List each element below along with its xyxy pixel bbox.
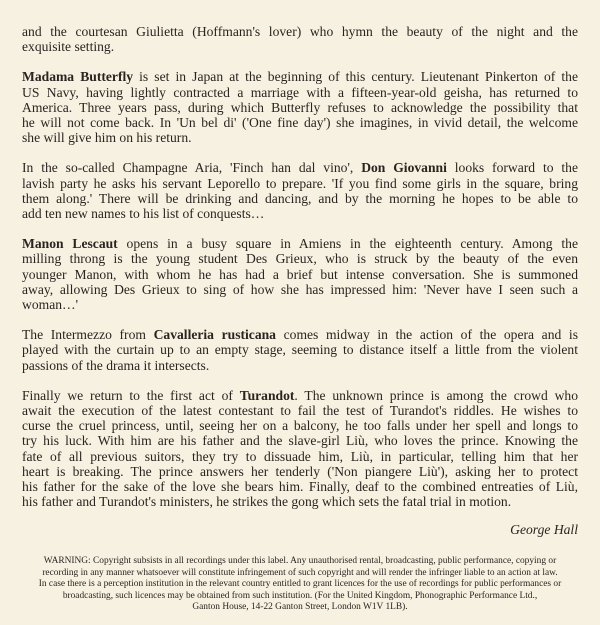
- text-line: [22, 115, 578, 130]
- text-run: away, allowing Des Grieux to sing of how she has impressed him: 'Never have I seen such a: [22, 281, 578, 297]
- text-run: try his luck. With him are his father and the slave-girl Liù, who loves the prince. Knowing the: [22, 433, 578, 449]
- text-run: The Intermezzo from: [22, 327, 154, 343]
- text-run: curse the cruel princess, until, seeing her on a balcony, he too falls under her spell and longs to: [22, 418, 578, 434]
- opera-title: Don Giovanni: [361, 160, 447, 176]
- text-run: woman…': [22, 297, 79, 313]
- text-line: [22, 449, 578, 464]
- warning-line: WARNING: Copyright subsists in all recordings under this label. Any unauthorised rental, broadcasting, public performance, copying or: [43, 556, 557, 566]
- text-line: [22, 342, 578, 357]
- opera-title: Turandot: [239, 387, 295, 403]
- text-run: add ten new names to his list of conquests…: [22, 206, 265, 222]
- text-line: [22, 85, 578, 100]
- text-run: his father for the sake of the love she bears him. Finally, deaf to the combined entreaties of Liù,: [22, 479, 578, 495]
- text-line: [22, 100, 578, 115]
- text-line: [22, 433, 578, 448]
- text-line: [22, 191, 578, 206]
- text-line: [22, 206, 578, 221]
- text-run: opens in a busy square in Amiens in the eighteenth century. Among the: [117, 236, 578, 252]
- text-run: he will not come back. In 'Un bel di' ('One fine day') she imagines, in vivid detail, the welcome: [22, 115, 578, 131]
- text-line: [22, 494, 578, 509]
- text-line: [22, 130, 578, 145]
- paragraph: [22, 327, 578, 373]
- text-run: and the courtesan Giulietta (Hoffmann's lover) who hymn the beauty of the night and the: [22, 24, 578, 39]
- text-run: played with the curtain up to an empty stage, seeming to distance itself a little from the violent: [22, 342, 578, 358]
- text-run: is set in Japan at the beginning of this century. Lieutenant Pinkerton of the: [133, 69, 578, 85]
- text-line: [22, 236, 578, 251]
- paragraph: [22, 236, 578, 312]
- text-run: looks forward to the: [446, 160, 578, 176]
- text-run: await the execution of the latest contestant to fail the test of Turandot's riddles. He wishes to: [22, 403, 578, 419]
- opera-title: Madama Butterfly: [22, 69, 134, 85]
- text-run: younger Manon, with whom he has had a brief but intense conversation. She is summoned: [22, 266, 578, 282]
- text-line: [22, 251, 578, 266]
- text-line: [22, 282, 578, 297]
- text-run: US Navy, having lightly contracted a marriage with a fifteen-year-old geisha, has returned to: [22, 84, 578, 100]
- warning-line: In case there is a perception institution in the relevant country entitled to grant licences for the use of recordings for public performances or: [38, 579, 562, 590]
- text-run: In the so-called Champagne Aria, 'Finch han dal vino',: [22, 160, 362, 176]
- text-line: [22, 418, 578, 433]
- text-line: [22, 358, 578, 373]
- text-run: milling throng is the young student Des Grieux, who is struck by the beauty of the even: [22, 251, 578, 267]
- paragraph: [22, 160, 578, 221]
- text-line: [22, 464, 578, 479]
- warning-line: Ganton House, 14-22 Ganton Street, London W1V 1LB).: [192, 602, 408, 613]
- text-line: [22, 69, 578, 84]
- paragraph: [22, 388, 578, 510]
- text-run: passions of the drama it intersects.: [22, 357, 210, 373]
- text-line: [22, 388, 578, 403]
- author-signature: George Hall: [510, 522, 578, 537]
- text-line: [22, 176, 578, 191]
- text-run: comes midway in the action of the opera and is: [275, 327, 578, 343]
- text-run: America. Three years pass, during which Butterfly refuses to acknowledge the possibility that: [22, 99, 578, 115]
- warning-line: recording in any manner whatsoever will constitute infringement of such copyright and will render the infringer liable to an action at law.: [42, 567, 558, 578]
- text-line: [22, 24, 578, 39]
- text-run: heart is breaking. The prince answers her tenderly ('Non piangere Liù'), asking her to protect: [22, 463, 578, 479]
- text-run: exquisite setting.: [22, 39, 115, 55]
- text-run: fate of all previous suitors, they try to dissuade him, Liù, in particular, telling him that her: [22, 448, 578, 464]
- text-run: Finally we return to the first act of: [22, 387, 240, 403]
- paragraph: [22, 69, 578, 145]
- text-line: [22, 39, 578, 54]
- text-line: [22, 297, 578, 312]
- warning-line: broadcasting, such licences may be obtained from such institution. (For the United Kingdom, Phonographic Performance Ltd.,: [62, 590, 538, 601]
- text-run: she will give him on his return.: [22, 130, 192, 146]
- text-run: lavish party he asks his servant Leporello to prepare. 'If you find some girls in the square, bring: [22, 175, 578, 191]
- text-line: [22, 479, 578, 494]
- opera-title: Cavalleria rusticana: [153, 327, 276, 343]
- text-run: . The unknown prince is among the crowd who: [294, 387, 579, 403]
- text-run: them along.' There will be drinking and dancing, and by the morning he hopes to be able to: [22, 190, 578, 206]
- liner-notes-body: [22, 24, 578, 524]
- paragraph: [22, 24, 578, 54]
- text-run: his father and Turandot's ministers, he strikes the gong which sets the fatal trial in motion.: [22, 494, 512, 510]
- copyright-warning: [10, 556, 590, 614]
- opera-title: Manon Lescaut: [22, 236, 118, 252]
- text-line: [22, 267, 578, 282]
- text-line: [22, 160, 578, 175]
- text-line: [22, 403, 578, 418]
- text-line: [22, 327, 578, 342]
